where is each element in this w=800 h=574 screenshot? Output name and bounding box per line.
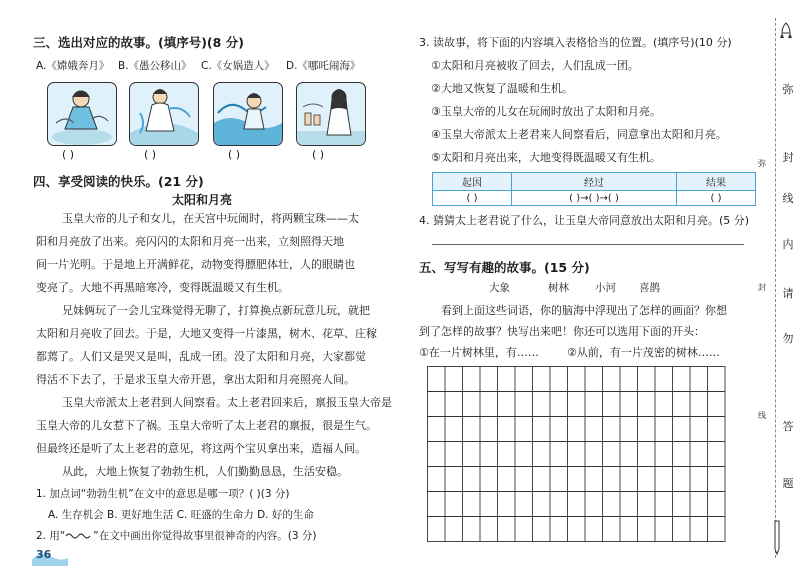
illustration-3 [213,82,283,146]
header-result: 结果 [677,173,756,191]
story-line-7: 都蔫了。人们又是哭又是叫，乱成一团。没了太阳和月亮，大家都觉 [36,350,366,363]
binding-dashed-line [775,18,776,558]
story-line-2: 阳和月亮放了出来。亮闪闪的太阳和月亮一出来，立刻照得天地 [36,235,344,248]
word-4: 喜鹊 [639,282,660,294]
story-title: 太阳和月亮 [172,193,233,207]
writing-grid[interactable] [427,366,729,544]
question-1: 1. 加点词“勃勃生机”在文中的意思是哪一项？( )(3 分) [36,488,290,500]
question-3: 3. 读故事，将下面的内容填入表格恰当的位置。(填序号)(10 分) [419,36,732,49]
story-line-8: 得活不下去了，于是求玉皇大帝开恩，拿出太阳和月亮照亮人间。 [36,373,355,386]
page-number: 36 [36,548,52,561]
option-b: B.《愚公移山》 [118,60,192,72]
cell-cause[interactable]: ( ) [433,191,512,206]
answer-blank-4[interactable]: ( ) [312,148,325,161]
cell-process[interactable]: ( )→( )→( ) [512,191,677,206]
section-3-title: 三、选出对应的故事。(填序号)(8 分) [33,35,244,50]
question-2-prefix: 2. 用“ [36,530,66,542]
option-d: D.《哪吒闹海》 [286,60,361,72]
illustration-1 [47,82,117,146]
question-1-options: A. 生存机会 B. 更好地生活 C. 旺盛的生命力 D. 好的生命 [48,509,314,521]
word-3: 小河 [595,282,616,294]
margin-char-4: 内 [782,238,794,251]
wavy-line-icon [65,531,93,541]
header-cause: 起因 [433,173,512,191]
margin-small-char-2: 封 [758,283,766,292]
q3-item-2: ②大地又恢复了温暖和生机。 [431,82,573,95]
rocket-icon [779,22,793,40]
word-2: 树林 [548,282,569,294]
page-number-badge [30,546,70,566]
illustration-2 [129,82,199,146]
margin-char-2: 封 [782,151,794,164]
question-2-suffix: ”在文中画出你觉得故事里很神奇的内容。(3 分) [93,530,317,542]
story-line-12: 从此，大地上恢复了勃勃生机，人们勤勤恳恳，生活安稳。 [62,465,348,478]
margin-char-6: 勿 [782,332,794,345]
answer-blank-2[interactable]: ( ) [144,148,157,161]
section-4-title: 四、享受阅读的快乐。(21 分) [33,174,204,189]
answer-blank-1[interactable]: ( ) [62,148,75,161]
illustration-4 [296,82,366,146]
question-2 [36,528,316,543]
pencil-icon [770,520,784,556]
word-1: 大象 [489,282,510,294]
story-line-6: 太阳和月亮收了回去。于是，大地又变得一片漆黑，树木、花草、庄稼 [36,327,377,340]
margin-small-char-1: 弥 [758,159,766,168]
story-line-3: 间一片光明。于是地上开满鲜花，动物变得膘肥体壮，人的眼睛也 [36,258,355,271]
prompt-line-1: 看到上面这些词语，你的脑海中浮现出了怎样的画面？你想 [441,304,727,317]
prompt-line-2: 到了怎样的故事？快写出来吧！你还可以选用下面的开头： [419,325,705,338]
answer-blank-3[interactable]: ( ) [228,148,241,161]
margin-char-8: 题 [782,477,794,490]
q3-item-5: ⑤太阳和月亮出来，大地变得既温暖又有生机。 [431,151,661,164]
header-process: 经过 [512,173,677,191]
story-line-10: 玉皇大帝的儿女惹下了祸。玉皇大帝听了太上老君的禀报，很是生气。 [36,419,377,432]
option-c: C.《女娲造人》 [201,60,275,72]
story-line-1: 玉皇大帝的儿子和女儿，在天宫中玩闹时，将两颗宝珠——太 [62,212,359,225]
question-4: 4. 猜猜太上老君说了什么，让玉皇大帝同意放出太阳和月亮。(5 分) [419,214,750,227]
option-a: A.《嫦娥奔月》 [36,60,110,72]
margin-char-7: 答 [782,420,794,433]
margin-char-3: 线 [782,192,794,205]
q3-item-4: ④玉皇大帝派太上老君来人间察看后，同意拿出太阳和月亮。 [431,128,727,141]
cell-result[interactable]: ( ) [677,191,756,206]
cause-process-result-table [432,172,756,206]
grid-border [428,367,726,542]
margin-small-char-3: 线 [758,411,766,420]
story-line-9: 玉皇大帝派太上老君到人间察看。太上老君回来后，禀报玉皇大帝是 [62,396,392,409]
q3-item-1: ①太阳和月亮被收了回去，人们乱成一团。 [431,59,639,72]
opening-1: ①在一片树林里，有…… [419,346,539,359]
story-line-4: 变亮了。大地不再黑暗寒冷，变得既温暖又有生机。 [36,281,289,294]
q3-item-3: ③玉皇大帝的儿女在玩闹时放出了太阳和月亮。 [431,105,661,118]
margin-char-1: 弥 [782,83,794,96]
section-5-title: 五、写写有趣的故事。(15 分) [419,260,590,275]
margin-char-5: 请 [782,287,794,300]
answer-line[interactable] [432,244,744,245]
story-line-11: 但最终还是听了太上老君的意见，将这两个宝贝拿出来，造福人间。 [36,442,366,455]
story-line-5: 兄妹俩玩了一会儿宝珠觉得无聊了，打算换点新玩意儿玩，就把 [62,304,370,317]
opening-2: ②从前，有一片茂密的树林…… [567,346,720,359]
